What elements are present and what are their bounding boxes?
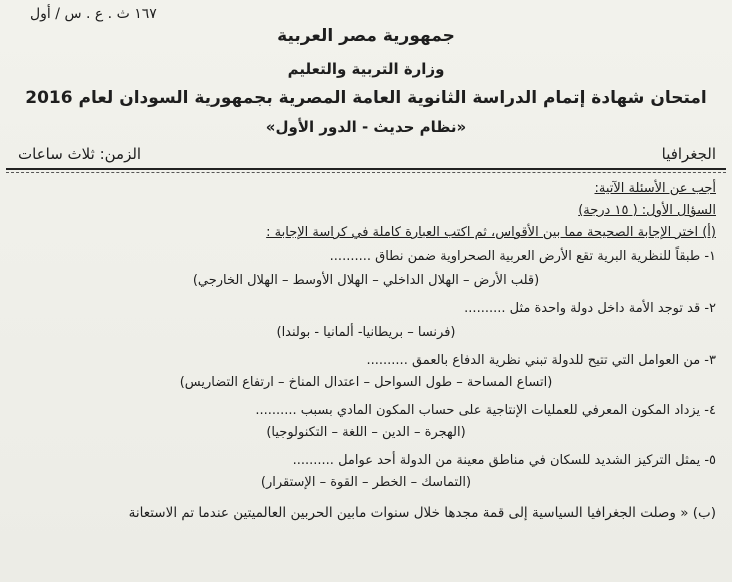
country-title: جمهورية مصر العربية (277, 26, 455, 46)
part-a-instruction: (أ) اختر الإجابة الصحيحة مما بين الأقواس، ثم اكتب العبارة كاملة في كراسة الإجابة : (266, 225, 716, 240)
question-1-label: السؤال الأول: ( ١٥ درجة) (578, 203, 716, 218)
header-divider-dashed (6, 172, 726, 173)
item-4-options: (الهجرة – الدين – اللغة – التكنولوجيا) (266, 425, 466, 440)
item-1-options: (قلب الأرض – الهلال الداخلي – الهلال الأوسط – الهلال الخارجي) (192, 273, 540, 288)
item-2-options: (فرنسا – بريطانيا- ألمانيا - بولندا) (276, 325, 456, 340)
item-3-options: (اتساع المساحة – طول السواحل – اعتدال المناخ – ارتفاع التضاريس) (179, 375, 553, 390)
duration-label: الزمن: ثلاث ساعات (18, 145, 142, 163)
exam-title: امتحان شهادة إتمام الدراسة الثانوية العامة المصرية بجمهورية السودان لعام 2016 (25, 88, 707, 108)
item-3-question: ٣- من العوامل التي تتيح للدولة تبني نظرية الدفاع بالعمق .......... (366, 353, 716, 368)
exam-code: ١٦٧ ث . ع . س / أول (30, 6, 157, 22)
instruction: أجب عن الأسئلة الآتية: (594, 181, 716, 196)
item-5-options: (التماسك – الخطر – القوة – الإستقرار) (260, 475, 472, 490)
subject-label: الجغرافيا (661, 145, 716, 163)
item-5-question: ٥- يمثل التركيز الشديد للسكان في مناطق معينة من الدولة أحد عوامل .......... (292, 453, 716, 468)
item-2-question: ٢- قد توجد الأمة داخل دولة واحدة مثل .......... (464, 301, 716, 316)
header-divider (6, 168, 726, 170)
item-4-question: ٤- يزداد المكون المعرفي للعمليات الإنتاجية على حساب المكون المادي بسبب .......... (255, 403, 716, 418)
exam-system: «نظام حديث - الدور الأول» (265, 118, 467, 136)
item-1-question: ١- طبقاً للنظرية البرية تقع الأرض العربية الصحراوية ضمن نطاق .......... (329, 249, 716, 264)
ministry-title: وزارة التربية والتعليم (287, 60, 445, 78)
part-b-text: (ب) « وصلت الجغرافيا السياسية إلى قمة مجدها خلال سنوات مابين الحربين العالميتين عندما تم الاستعانة (128, 505, 716, 521)
